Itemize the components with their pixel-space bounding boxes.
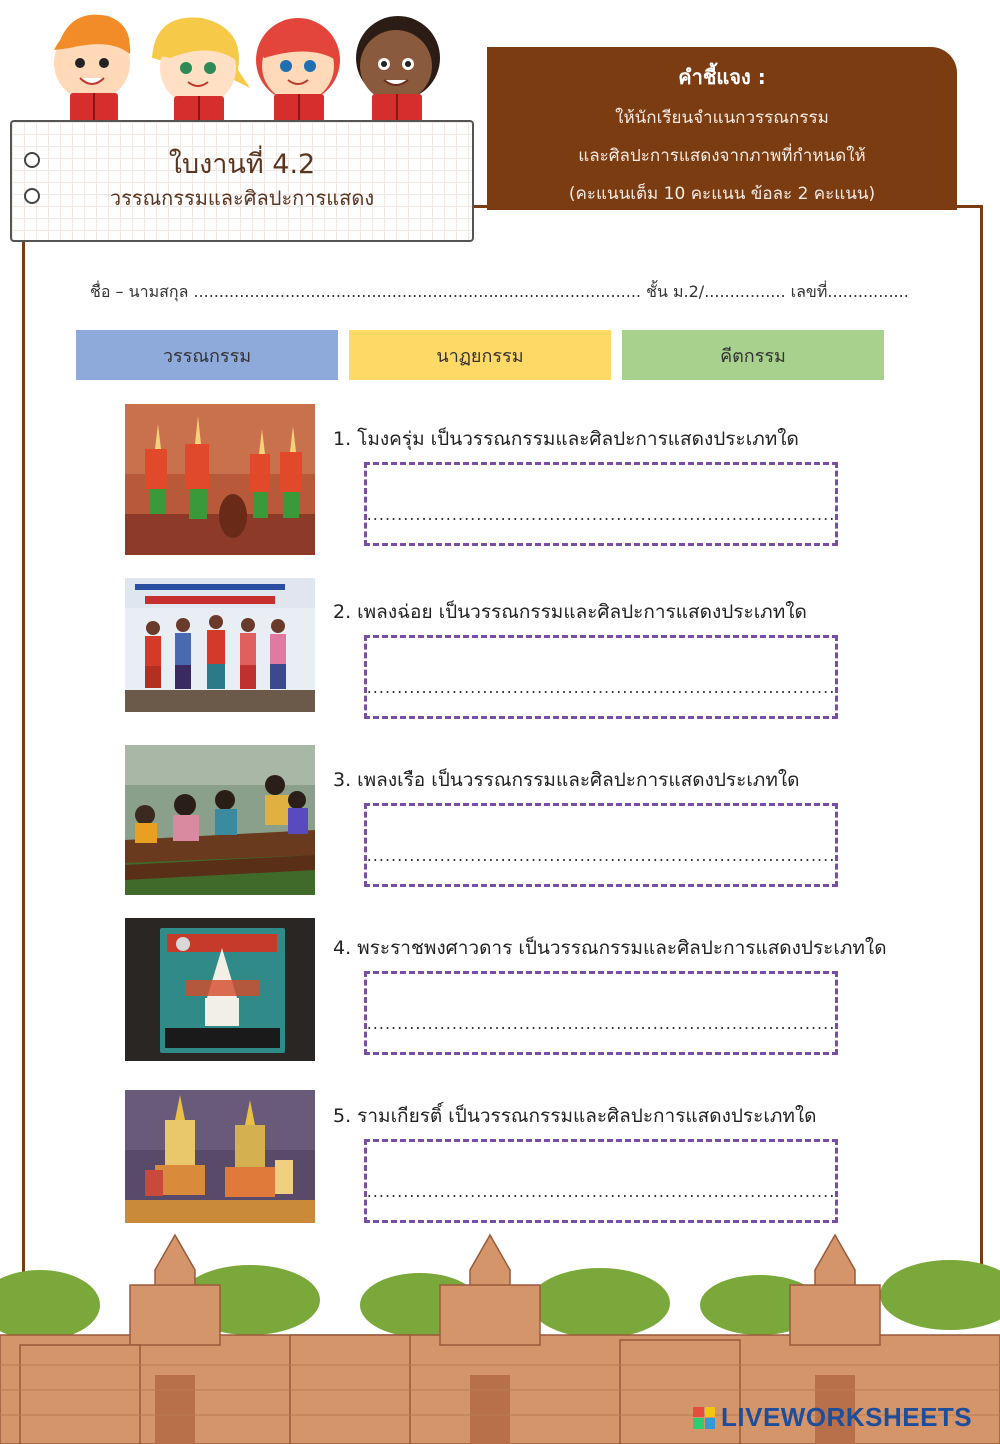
kids-reading-illustration — [40, 8, 450, 133]
liveworksheets-brand[interactable] — [693, 1402, 972, 1433]
kid-2-figure — [152, 18, 250, 131]
worksheet-title-card — [10, 120, 474, 242]
kid-4-figure — [356, 16, 440, 130]
category-literature[interactable]: วรรณกรรม — [76, 330, 338, 380]
question-1-text: 1. โมงครุ่ม เป็นวรรณกรรมและศิลปะการแสดงประเภทใด — [333, 428, 799, 450]
kid-3-figure — [256, 18, 340, 130]
question-5-answer-placeholder: ............................................................................. — [366, 1181, 836, 1201]
question-2-text: 2. เพลงฉ่อย เป็นวรรณกรรมและศิลปะการแสดงประเภทใด — [333, 601, 807, 623]
question-3-answer-box[interactable] — [364, 803, 838, 887]
question-5-text: 5. รามเกียรติ์ เป็นวรรณกรรมและศิลปะการแสดงประเภทใด — [333, 1105, 817, 1127]
question-2-photo — [125, 578, 315, 712]
question-3-photo — [125, 745, 315, 895]
instructions-heading: คำชี้แจง : — [678, 65, 766, 89]
question-5-photo — [125, 1090, 315, 1223]
question-4-answer-box[interactable] — [364, 971, 838, 1055]
question-4-text: 4. พระราชพงศาวดาร เป็นวรรณกรรมและศิลปะการแสดงประเภทใด — [333, 937, 887, 959]
question-1-photo — [125, 404, 315, 555]
kid-1-figure — [54, 15, 130, 129]
instructions-panel — [487, 47, 957, 210]
question-1-answer-placeholder: ............................................................................. — [366, 504, 836, 524]
liveworksheets-brand-text: LIVEWORKSHEETS — [721, 1402, 973, 1432]
question-2-answer-placeholder: ............................................................................. — [366, 677, 836, 697]
instructions-line-3: (คะแนนเต็ม 10 คะแนน ข้อละ 2 คะแนน) — [568, 184, 876, 204]
question-3-text: 3. เพลงเรือ เป็นวรรณกรรมและศิลปะการแสดงประเภทใด — [333, 769, 800, 791]
question-3-answer-placeholder: ............................................................................. — [366, 845, 836, 865]
question-1-answer-box[interactable] — [364, 462, 838, 546]
worksheet-title: ใบงานที่ 4.2 — [168, 149, 316, 180]
student-info-line: ชื่อ – นามสกุล ........................................................................................ ชั้น ม.2/................ เลขที่................ — [90, 282, 909, 301]
question-4-answer-placeholder: ............................................................................. — [366, 1013, 836, 1033]
question-2-answer-box[interactable] — [364, 635, 838, 719]
liveworksheets-logo-icon — [693, 1407, 715, 1429]
question-4-photo — [125, 918, 315, 1061]
question-5-answer-box[interactable] — [364, 1139, 838, 1223]
worksheet-subtitle: วรรณกรรมและศิลปะการแสดง — [109, 186, 375, 210]
instructions-line-2: และศิลปะการแสดงจากภาพที่กำหนดให้ — [578, 146, 866, 166]
category-music[interactable]: คีตกรรม — [622, 330, 884, 380]
instructions-line-1: ให้นักเรียนจำแนกวรรณกรรม — [615, 108, 829, 128]
category-dance[interactable]: นาฏยกรรม — [349, 330, 611, 380]
